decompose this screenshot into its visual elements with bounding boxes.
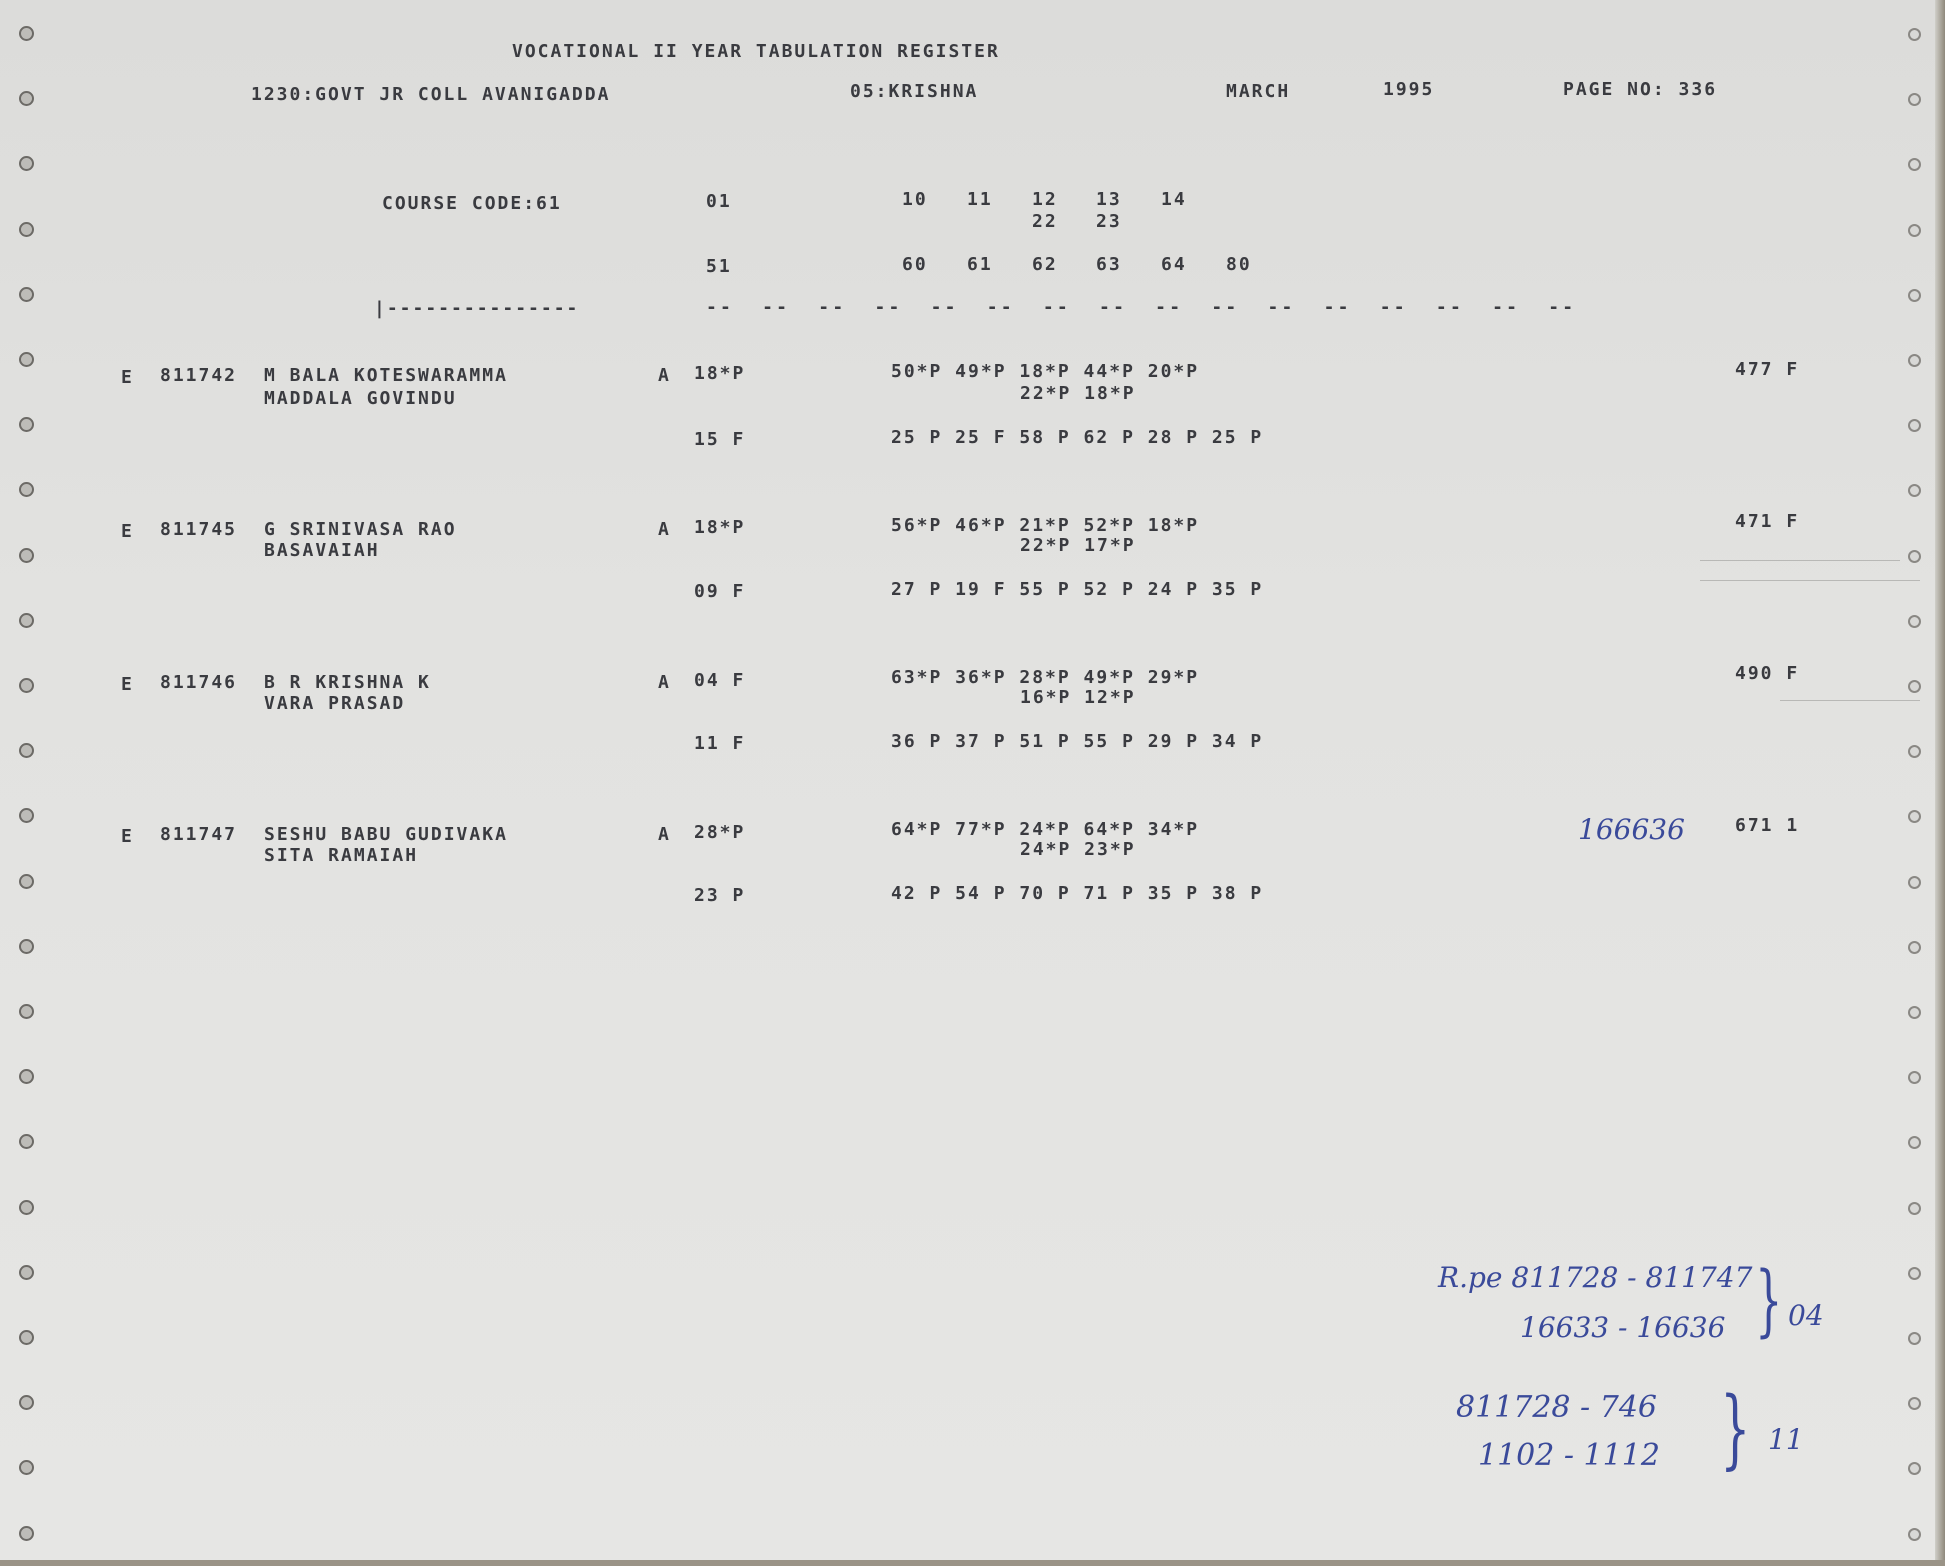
roll-number: 811747 <box>160 824 238 845</box>
ghost-line <box>1700 580 1920 581</box>
total-result: 471 F <box>1735 511 1800 532</box>
roll-number: 811745 <box>160 519 238 540</box>
feed-hole <box>1908 941 1921 954</box>
marks-row: 24*P 23*P <box>1020 839 1136 860</box>
subject-code: 62 <box>1032 254 1058 275</box>
feed-hole <box>19 1004 34 1019</box>
subject-code: 13 <box>1096 189 1122 210</box>
feed-hole <box>1908 289 1921 302</box>
curly-brace: } <box>1755 1256 1783 1346</box>
feed-hole <box>19 1265 34 1280</box>
feed-hole <box>19 1526 34 1541</box>
register-title: VOCATIONAL II YEAR TABULATION REGISTER <box>512 41 1000 62</box>
handwritten-range: 16633 - 16636 <box>1520 1311 1726 1344</box>
marks-row: 50*P 49*P 18*P 44*P 20*P <box>891 361 1200 382</box>
feed-hole <box>19 417 34 432</box>
subject-code: 80 <box>1226 254 1252 275</box>
feed-hole <box>1908 1006 1921 1019</box>
district-name: 05:KRISHNA <box>850 81 979 102</box>
group-code: A <box>658 519 671 540</box>
feed-hole <box>19 678 34 693</box>
header-rule: |--------------- <box>374 298 580 319</box>
mark: 04 F <box>694 670 746 691</box>
father-name: MADDALA GOVINDU <box>264 388 457 409</box>
feed-hole <box>19 1460 34 1475</box>
subject-code: 61 <box>967 254 993 275</box>
feed-hole <box>1908 550 1921 563</box>
feed-hole <box>1908 1528 1921 1541</box>
handwritten-serial: 166636 <box>1578 813 1685 846</box>
handwritten-count: 11 <box>1768 1423 1804 1456</box>
marks-row: 16*P 12*P <box>1020 687 1136 708</box>
feed-hole <box>19 156 34 171</box>
mark: 28*P <box>694 822 746 843</box>
exam-month: MARCH <box>1226 81 1291 102</box>
curly-brace: } <box>1720 1379 1751 1479</box>
feed-hole <box>1908 1462 1921 1475</box>
course-code: COURSE CODE:61 <box>382 193 562 214</box>
feed-hole <box>19 874 34 889</box>
exam-type: E <box>121 521 134 542</box>
feed-hole <box>1908 876 1921 889</box>
feed-hole <box>19 91 34 106</box>
feed-hole <box>19 1200 34 1215</box>
sheet-bottom-edge <box>0 1560 1945 1566</box>
feed-hole <box>19 939 34 954</box>
father-name: VARA PRASAD <box>264 693 406 714</box>
subject-code: 63 <box>1096 254 1122 275</box>
sheet-edge-shadow <box>1935 0 1945 1566</box>
feed-hole <box>19 26 34 41</box>
mark: 18*P <box>694 517 746 538</box>
subject-code: 01 <box>706 191 732 212</box>
marks-row: 64*P 77*P 24*P 64*P 34*P <box>891 819 1200 840</box>
handwritten-range: 811728 - 746 <box>1456 1390 1657 1425</box>
feed-hole <box>19 482 34 497</box>
father-name: SITA RAMAIAH <box>264 845 419 866</box>
marks-row: 63*P 36*P 28*P 49*P 29*P <box>891 667 1200 688</box>
feed-hole <box>1908 1071 1921 1084</box>
exam-type: E <box>121 826 134 847</box>
feed-hole <box>1908 680 1921 693</box>
feed-hole <box>19 1069 34 1084</box>
college-name: 1230:GOVT JR COLL AVANIGADDA <box>251 84 611 105</box>
feed-hole <box>19 743 34 758</box>
mark: 18*P <box>694 363 746 384</box>
ghost-line <box>1780 700 1920 701</box>
feed-hole <box>19 1395 34 1410</box>
student-name: G SRINIVASA RAO <box>264 519 457 540</box>
subject-code: 64 <box>1161 254 1187 275</box>
feed-hole <box>19 287 34 302</box>
feed-hole <box>1908 484 1921 497</box>
handwritten-range: R.pe 811728 - 811747 <box>1438 1261 1753 1294</box>
feed-hole <box>1908 93 1921 106</box>
feed-hole <box>1908 419 1921 432</box>
roll-number: 811746 <box>160 672 238 693</box>
feed-hole <box>19 222 34 237</box>
group-code: A <box>658 365 671 386</box>
handwritten-count: 04 <box>1788 1299 1824 1332</box>
total-result: 490 F <box>1735 663 1800 684</box>
feed-hole <box>19 548 34 563</box>
marks-row: 36 P 37 P 51 P 55 P 29 P 34 P <box>891 731 1264 752</box>
total-result: 477 F <box>1735 359 1800 380</box>
marks-row: 42 P 54 P 70 P 71 P 35 P 38 P <box>891 883 1264 904</box>
exam-year: 1995 <box>1383 79 1435 100</box>
feed-hole <box>1908 1267 1921 1280</box>
feed-hole <box>1908 1397 1921 1410</box>
column-dashes: -- -- -- -- -- -- -- -- -- -- -- -- -- -- -- -- <box>706 297 1577 318</box>
subject-code: 14 <box>1161 189 1187 210</box>
feed-hole <box>19 613 34 628</box>
feed-hole <box>1908 1136 1921 1149</box>
student-name: SESHU BABU GUDIVAKA <box>264 824 508 845</box>
feed-hole <box>19 1330 34 1345</box>
feed-hole <box>19 808 34 823</box>
mark: 09 F <box>694 581 746 602</box>
feed-hole <box>19 1134 34 1149</box>
subject-code: 60 <box>902 254 928 275</box>
subject-code: 22 <box>1032 211 1058 232</box>
marks-row: 22*P 17*P <box>1020 535 1136 556</box>
ghost-line <box>1700 560 1900 561</box>
feed-hole <box>1908 1332 1921 1345</box>
roll-number: 811742 <box>160 365 238 386</box>
feed-hole <box>1908 1202 1921 1215</box>
feed-hole <box>1908 615 1921 628</box>
feed-hole <box>1908 224 1921 237</box>
mark: 15 F <box>694 429 746 450</box>
subject-code: 10 <box>902 189 928 210</box>
subject-code: 11 <box>967 189 993 210</box>
feed-hole <box>1908 354 1921 367</box>
feed-hole <box>1908 745 1921 758</box>
group-code: A <box>658 672 671 693</box>
student-name: M BALA KOTESWARAMMA <box>264 365 508 386</box>
page-number: PAGE NO: 336 <box>1563 79 1718 100</box>
marks-row: 27 P 19 F 55 P 52 P 24 P 35 P <box>891 579 1264 600</box>
subject-code: 12 <box>1032 189 1058 210</box>
father-name: BASAVAIAH <box>264 540 380 561</box>
feed-hole <box>19 352 34 367</box>
feed-hole <box>1908 810 1921 823</box>
mark: 11 F <box>694 733 746 754</box>
marks-row: 25 P 25 F 58 P 62 P 28 P 25 P <box>891 427 1264 448</box>
exam-type: E <box>121 367 134 388</box>
marks-row: 56*P 46*P 21*P 52*P 18*P <box>891 515 1200 536</box>
student-name: B R KRISHNA K <box>264 672 431 693</box>
exam-type: E <box>121 674 134 695</box>
subject-code: 23 <box>1096 211 1122 232</box>
group-code: A <box>658 824 671 845</box>
feed-hole <box>1908 158 1921 171</box>
marks-row: 22*P 18*P <box>1020 383 1136 404</box>
mark: 23 P <box>694 885 746 906</box>
handwritten-range: 1102 - 1112 <box>1478 1438 1660 1473</box>
total-result: 671 1 <box>1735 815 1800 836</box>
feed-hole <box>1908 28 1921 41</box>
subject-code: 51 <box>706 256 732 277</box>
